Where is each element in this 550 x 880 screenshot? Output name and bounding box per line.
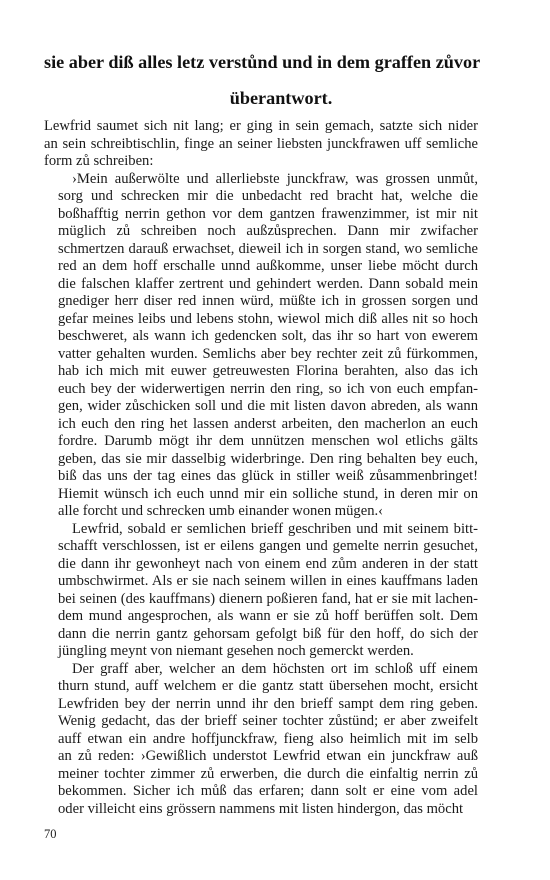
text-line: Lewfrid saumet sich nit lang; er ging in sein gemach, satzte sich nider	[44, 118, 478, 134]
text-line: Der graff aber, welcher an dem höchsten ort im schloß uff einem	[72, 660, 478, 677]
text-line: sorg und schrecken mir die unbedacht red bracht hat, welche die	[58, 188, 478, 204]
text-line: meiner tochter zimmer zů erwerben, die durch die einfaltig nerrin zů	[58, 765, 478, 782]
text-line: Wenig gedacht, das der brieff seiner tochter zůstünd; er aber zweifelt	[58, 713, 478, 729]
text-line: gen, wider zůschicken soll und die mit listen davon abreden, als wann	[58, 398, 478, 414]
text-line: an zů reden: ›Gewißlich understot Lewfrid etwan ein junckfraw auß	[58, 748, 478, 764]
paragraph	[44, 171, 478, 521]
text-line: schmertzen darauß erwachset, dieweil ich in sorgen stand, wo semliche	[58, 240, 478, 257]
text-line: dem mund angesprochen, als wann er sie zů hoff berüffen solt. Dem	[58, 608, 478, 624]
text-line: umbschwirmet. Als er sie nach seinem willen in eines kauffmans laden	[58, 573, 478, 589]
paragraph	[44, 661, 478, 819]
text-line: die falschen klaffer zertrent und gehindert werden. Dann sobald mein	[58, 275, 478, 292]
chapter-heading-line-2: überantwort.	[229, 88, 333, 108]
text-line: bekommen. Sicher ich můß das erfaren; dann solt er eine vom adel	[58, 783, 478, 799]
text-line: red an dem hoff erschalle unnd außkomme, unser liebe möcht durch	[58, 258, 478, 274]
chapter-heading-line-1: sie aber diß alles letz verstůnd und in dem graffen zůvor	[44, 52, 481, 72]
text-line: gefar meines leibs und lebens stohn, wiewol mich diß alles nit so hoch	[58, 310, 478, 327]
body-text	[44, 118, 478, 818]
text-line: hab ich mich mit euwer getreuwesten Florina berahten, also das ich	[58, 363, 478, 379]
text-line: biß das uns der tag eines das glück in stiller weiß zůsammenbringet!	[58, 468, 478, 484]
text-line: beschweret, als wann ich gedencken solt, das ihr so hart von ewerem	[58, 328, 478, 344]
paragraph	[44, 118, 478, 171]
text-line: alle forcht und schrecken umb einander wonen mügen.‹	[58, 503, 383, 519]
text-line: dann die nerrin gantz gehorsam gefolgt biß für den hoff, do sich der	[58, 625, 478, 642]
text-line: thurn stund, auff welchem er die gantz statt übersehen mocht, ersicht	[58, 678, 478, 694]
text-line: vatter gehalten wurden. Semlichs aber bey rechter zeit zů fürkommen,	[58, 345, 478, 362]
text-line: Lewfrid, sobald er semlichen brieff geschriben und mit seinem bitt-	[72, 520, 478, 537]
page-number: 70	[44, 827, 57, 841]
text-line: bei seinen (des kauffmans) dienern poßieren fand, hat er sie mit lachen-	[58, 590, 478, 607]
text-line: müglich zů schreiben noch außzůsprechen. Dann mir zwifacher	[58, 223, 478, 239]
text-line: fordre. Darumb mögt ihr dem unnützen menschen wol etlichs gälts	[58, 433, 478, 449]
text-line: oder villeicht eins grössern nammens mit listen hindergon, das möcht	[58, 800, 464, 817]
text-line: form zů schreiben:	[44, 153, 154, 169]
text-line: schafft verschlossen, ist er eilens gangen und gemelte nerrin gesuchet,	[58, 538, 478, 554]
text-line: gnediger herr diser red innen würd, müßte ich in grossen sorgen und	[58, 293, 478, 309]
text-line: Hiemit wünsch ich euch unnd mir ein solliche stund, in deren mir on	[58, 485, 478, 502]
text-line: ›Mein außerwölte und allerliebste junckfraw, was grossen unmůt,	[72, 170, 478, 187]
text-line: Lewfriden bey der nerrin unnd ihr den brieff sampt dem ring geben.	[58, 695, 478, 712]
text-line: geben, das sie mir dasselbig widerbringe. Den ring behalten bey euch,	[58, 450, 478, 467]
text-line: die dann ihr gewonheyt nach von einem end zům anderen in der statt	[58, 555, 478, 572]
text-line: ich euch den ring het lassen anderst arbeiten, den macherlon an euch	[58, 415, 478, 432]
text-line: jüngling meynt von niemant gesehen noch gemerckt werden.	[58, 643, 414, 659]
text-line: auff etwan ein andre hoffjunckfraw, fieng also heimlich mit im selb	[58, 730, 478, 747]
text-line: an sein schreibtischlin, finge an seiner liebsten junckfrawen uff semliche	[44, 135, 478, 152]
text-line: euch bey der widerwertigen nerrin den ring, so ich von euch empfan-	[58, 380, 478, 397]
text-line: boßhafftig nerrin gethon vor dem gantzen frawenzimmer, ist mir nit	[58, 205, 478, 222]
paragraph	[44, 521, 478, 661]
